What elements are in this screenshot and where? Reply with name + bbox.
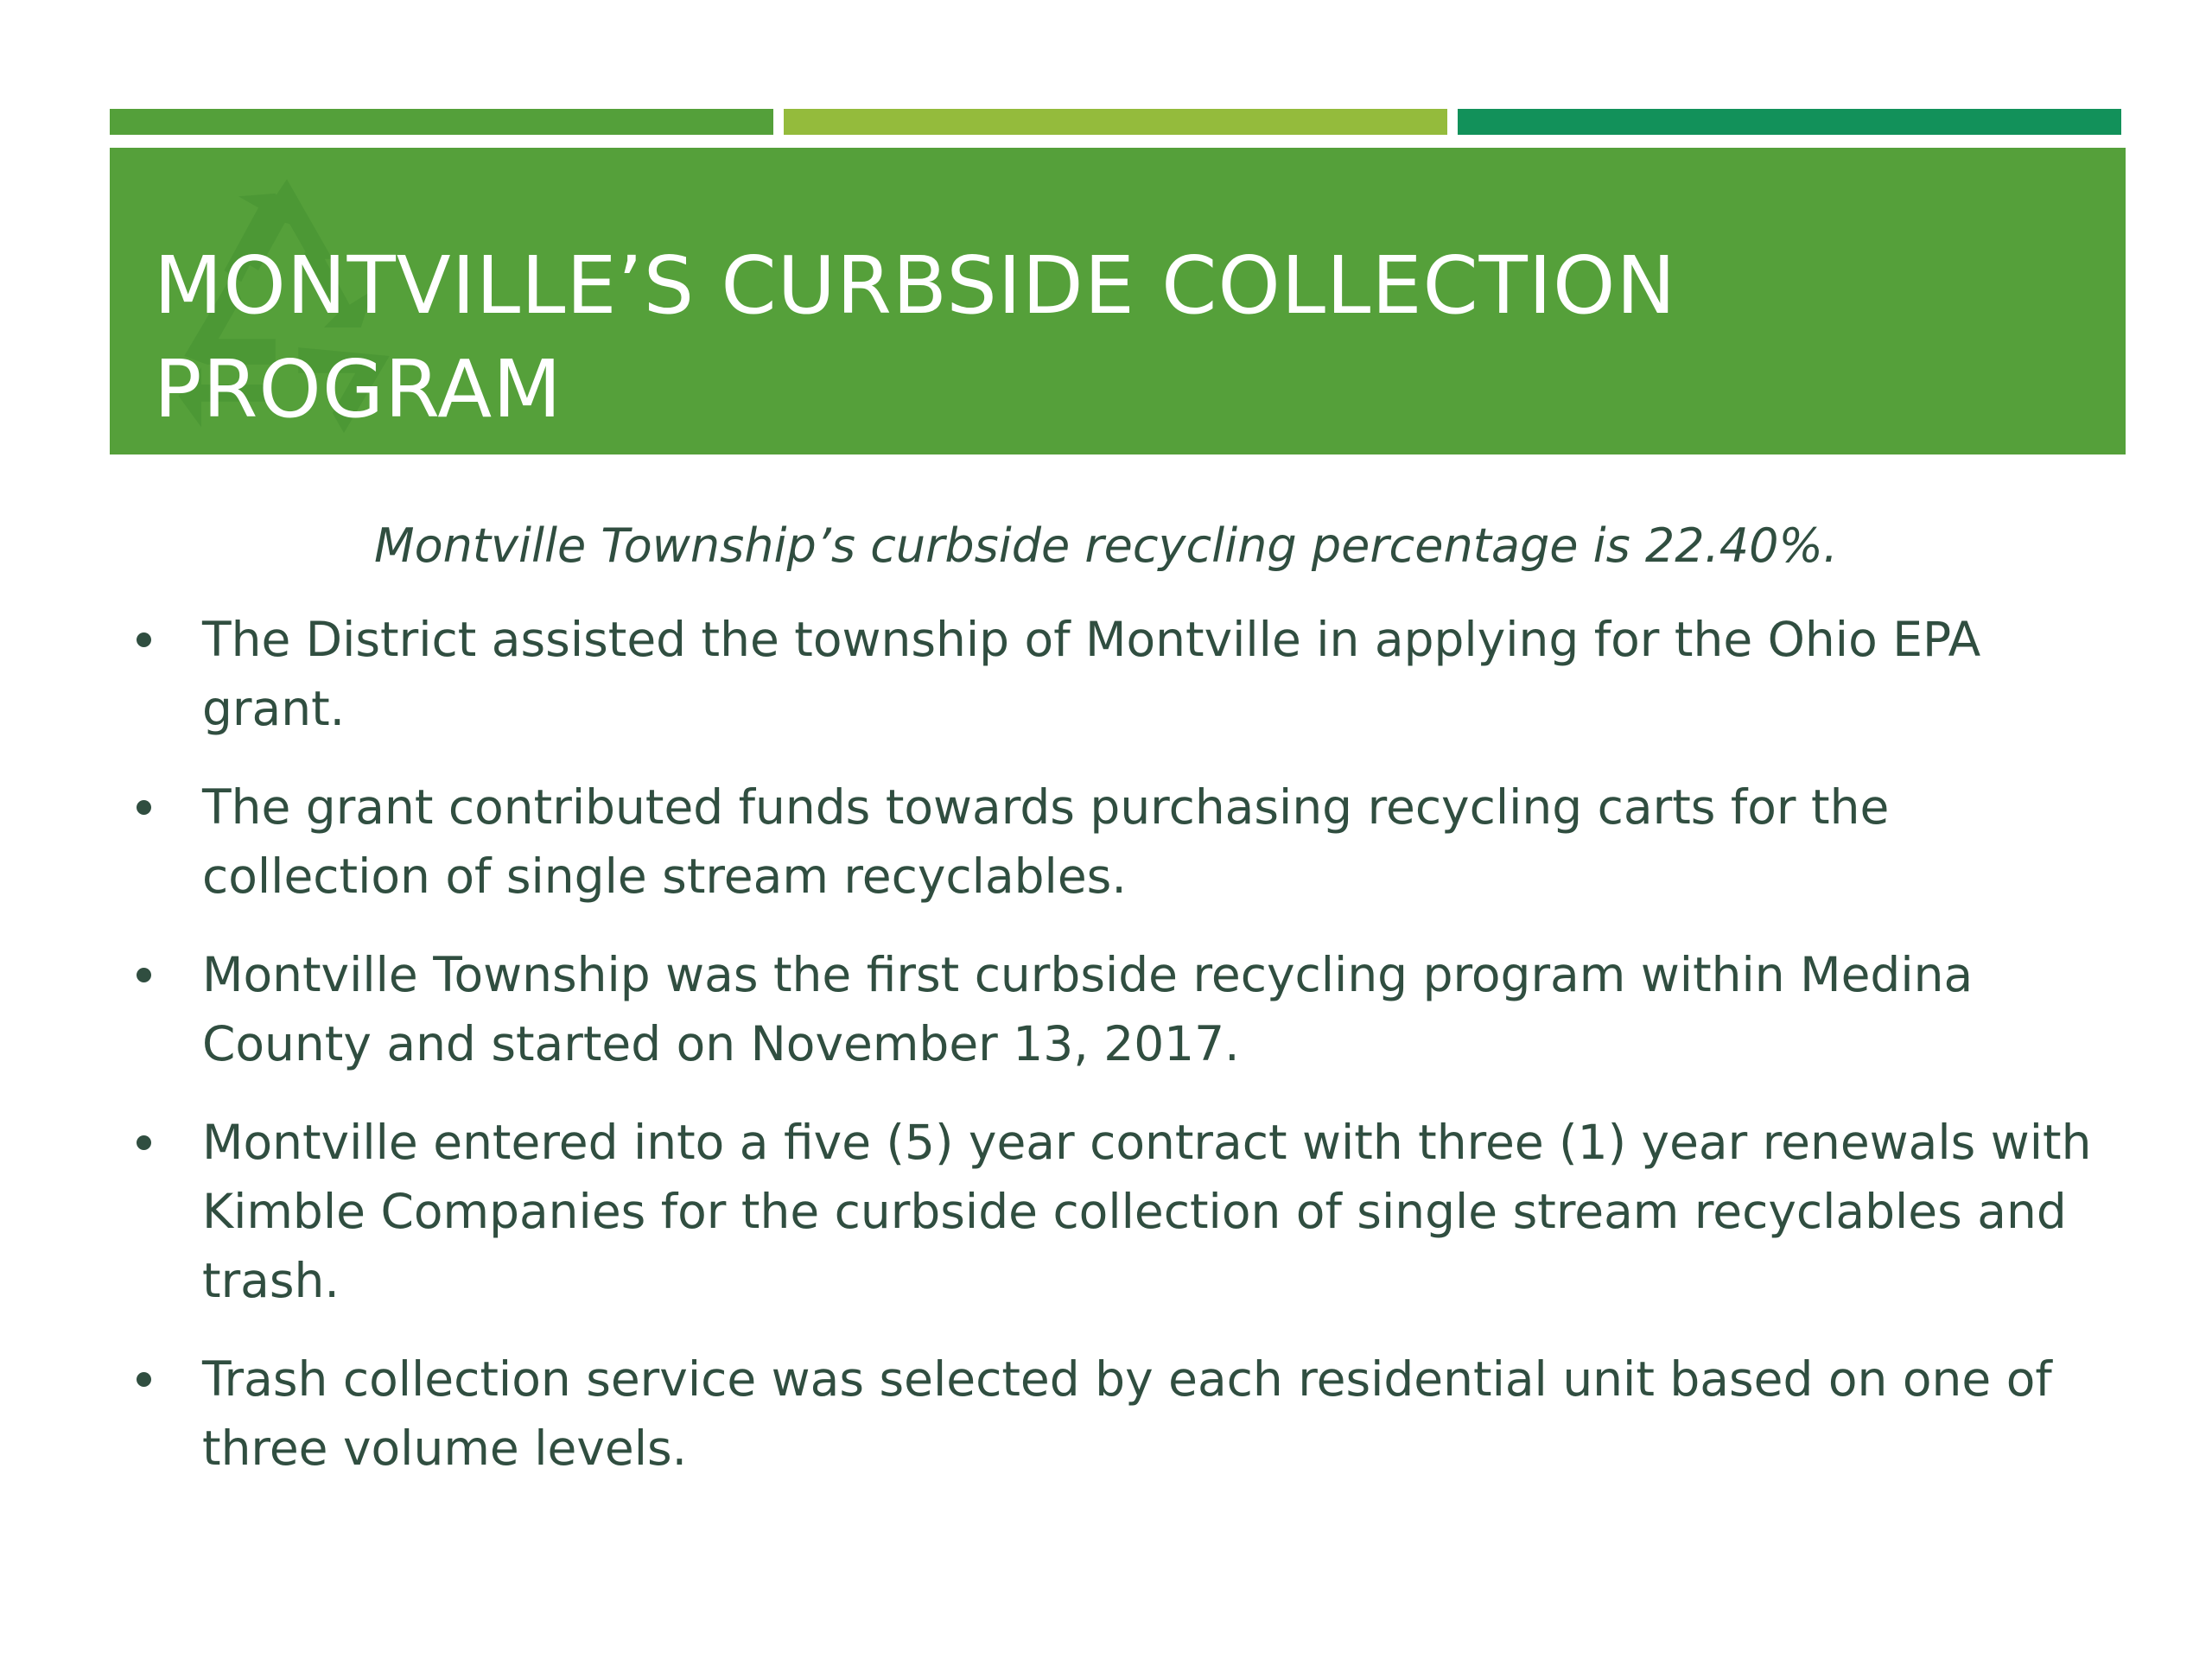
- bullet-item: [130, 940, 2126, 1078]
- bullet-list: [130, 605, 2126, 1512]
- title-banner: [110, 148, 2126, 454]
- slide-subtitle: Montville Township’s curbside recycling percentage is 22.40%.: [374, 518, 1838, 573]
- accent-bar-right: [1458, 109, 2121, 135]
- bullet-text: Montville entered into a five (5) year contract with three (1) year renewals with Kimble Companies for the curbside collection of single stream recyclables and trash.: [202, 1115, 2092, 1308]
- bullet-text: The grant contributed funds towards purchasing recycling carts for the collection of single stream recyclables.: [202, 779, 1890, 904]
- accent-bar-middle: [784, 109, 1447, 135]
- bullet-item: [130, 1108, 2126, 1315]
- bullet-dot: [137, 800, 151, 815]
- bullet-text: Montville Township was the first curbside recycling program within Medina County and started on November 13, 2017.: [202, 947, 1974, 1071]
- slide-title: [154, 234, 2055, 442]
- bullet-dot: [137, 632, 151, 647]
- bullet-dot: [137, 1135, 151, 1150]
- bullet-text: The District assisted the township of Montville in applying for the Ohio EPA grant.: [202, 612, 1981, 736]
- bullet-dot: [137, 1372, 151, 1387]
- slide-title-line1: MONTVILLE’S CURBSIDE COLLECTION: [154, 239, 1677, 332]
- slide-title-line2: PROGRAM: [154, 343, 563, 435]
- bullet-item: [130, 772, 2126, 911]
- bullet-dot: [137, 968, 151, 982]
- bullet-text: Trash collection service was selected by each residential unit based on one of three volume levels.: [202, 1351, 2052, 1476]
- bullet-item: [130, 1344, 2126, 1483]
- bullet-item: [130, 605, 2126, 743]
- accent-bar-left: [110, 109, 773, 135]
